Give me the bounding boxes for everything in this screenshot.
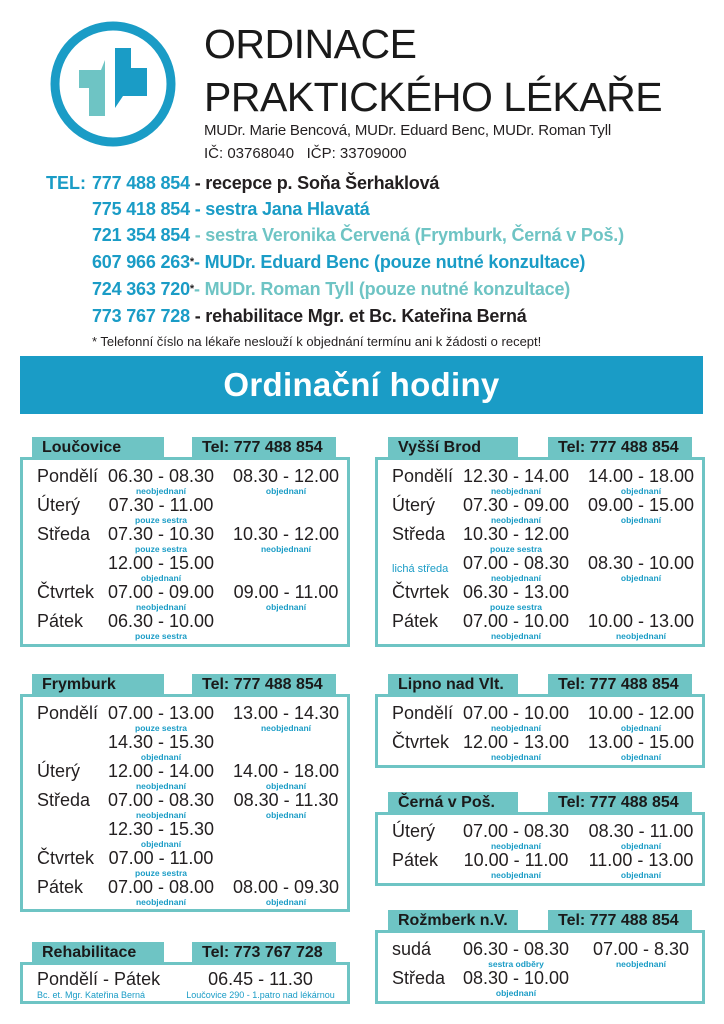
slot-note: neobjednaní (490, 515, 542, 525)
day-label: Čtvrtek (37, 582, 95, 602)
slot-note: pouze sestra (490, 602, 542, 612)
slot-note: pouze sestra (490, 544, 542, 554)
time-slot (581, 494, 701, 524)
time-range: 08.00 - 09.30 (232, 877, 340, 897)
medical-cross-circle-icon (49, 20, 177, 148)
opening-hours-banner (20, 356, 703, 414)
phone-row (92, 304, 527, 328)
location-phone-tab: Tel: 773 767 728 (192, 942, 336, 964)
phone-number[interactable]: 773 767 728 (92, 306, 190, 326)
location-name-tab: Rehabilitace (32, 942, 164, 964)
day-label: Středa (392, 524, 446, 544)
slot-note: neobjednaní (135, 602, 187, 612)
time-slot (101, 731, 221, 761)
slot-note: objednaní (620, 486, 662, 496)
time-range: 06.30 - 10.00 (107, 611, 215, 631)
time-slot (456, 702, 576, 732)
schedule-box-vyssi-brod (375, 457, 705, 647)
slot-note: objednaní (620, 515, 662, 525)
schedule-row (23, 465, 347, 495)
day-label: Pondělí (37, 466, 99, 486)
day-label: Pátek (392, 850, 439, 870)
slot-note: pouze sestra (135, 631, 187, 641)
time-slot (101, 847, 221, 877)
slot-note: neobjednaní (490, 573, 542, 583)
slot-note: neobjednaní (135, 781, 187, 791)
time-range: 12.30 - 15.30 (107, 819, 215, 839)
slot-note: objednaní (265, 602, 307, 612)
time-range: 09.00 - 15.00 (587, 495, 695, 515)
day-label: Pátek (37, 877, 84, 897)
schedule-box-rehabilitace (20, 962, 350, 1004)
slot-note: objednaní (620, 573, 662, 583)
phone-row (92, 171, 439, 195)
time-slot (101, 581, 221, 611)
time-range: 07.00 - 08.00 (107, 877, 215, 897)
location-phone-tab: Tel: 777 488 854 (192, 437, 336, 459)
location-phone-tab: Tel: 777 488 854 (548, 910, 692, 932)
time-range: 07.00 - 10.00 (462, 703, 570, 723)
schedule-row (378, 967, 702, 997)
time-range: 11.00 - 13.00 (588, 850, 694, 870)
time-slot (456, 967, 576, 997)
phone-row (92, 223, 624, 247)
time-range: 07.00 - 10.00 (462, 611, 570, 631)
schedule-row (23, 847, 347, 877)
location-phone-tab: Tel: 777 488 854 (548, 792, 692, 814)
schedule-row (23, 494, 347, 524)
schedule-row (23, 610, 347, 640)
phone-number[interactable]: 775 418 854 (92, 199, 190, 219)
day-label: Čtvrtek (37, 848, 95, 868)
location-name-tab: Frymburk (32, 674, 164, 696)
schedule-row (23, 789, 347, 819)
time-range: 08.30 - 10.00 (462, 968, 570, 988)
day-label: lichá středa (392, 563, 449, 575)
schedule-row (378, 610, 702, 640)
slot-note: objednaní (140, 752, 182, 762)
location-phone-tab: Tel: 777 488 854 (548, 674, 692, 696)
time-range: 13.00 - 15.00 (587, 732, 695, 752)
time-slot (226, 523, 346, 553)
schedule-row (378, 465, 702, 495)
phone-description: - sestra Veronika Červená (Frymburk, Černá v Poš.) (189, 225, 624, 245)
phone-description: - recepce p. Soňa Šerhaklová (189, 173, 440, 193)
schedule-row (23, 760, 347, 790)
schedule-row (378, 552, 702, 582)
time-range: 08.30 - 10.00 (587, 553, 695, 573)
time-range: 07.00 - 08.30 (462, 821, 570, 841)
footnote-star: * (189, 283, 194, 295)
time-slot (456, 849, 576, 879)
time-slot (101, 702, 221, 732)
rehab-time: 06.45 - 11.30 (208, 969, 313, 989)
rehab-days: Pondělí - Pátek (37, 969, 161, 989)
time-range: 07.30 - 09.00 (462, 495, 570, 515)
time-slot (581, 610, 701, 640)
slot-note: objednaní (265, 781, 307, 791)
day-label: Pondělí (37, 703, 99, 723)
company-ids: IČ: 03768040 IČP: 33709000 (204, 145, 407, 162)
schedule-row (378, 581, 702, 611)
slot-note: objednaní (265, 486, 307, 496)
slot-note: neobjednaní (615, 631, 667, 641)
day-label: Pátek (37, 611, 84, 631)
footnote: * Telefonní číslo na lékaře neslouží k objednání termínu ani k žádosti o recept! (92, 334, 542, 349)
time-range: 12.00 - 13.00 (462, 732, 570, 752)
time-slot (456, 938, 576, 968)
schedule-box-lipno (375, 694, 705, 768)
day-label: sudá (392, 939, 432, 959)
time-range: 14.00 - 18.00 (587, 466, 695, 486)
schedule-row (23, 702, 347, 732)
schedule-row (23, 552, 347, 582)
doctors-list: MUDr. Marie Bencová, MUDr. Eduard Benc, MUDr. Roman Tyll (204, 122, 611, 139)
day-label: Pondělí (392, 703, 454, 723)
schedule-row (378, 494, 702, 524)
rehab-address: Loučovice 290 - 1.patro nad lékárnou (186, 990, 335, 1000)
time-slot (101, 465, 221, 495)
slot-note: neobjednaní (135, 897, 187, 907)
slot-note: pouze sestra (135, 868, 187, 878)
footnote-star: * (189, 256, 194, 268)
slot-note: pouze sestra (135, 723, 187, 733)
time-slot (101, 610, 221, 640)
phone-description: - sestra Jana Hlavatá (189, 199, 370, 219)
time-slot (581, 552, 701, 582)
day-label: Středa (37, 790, 91, 810)
schedule-row (23, 876, 347, 906)
time-range: 08.30 - 11.00 (588, 821, 694, 841)
schedule-row (378, 702, 702, 732)
time-slot (101, 818, 221, 848)
slot-note: pouze sestra (135, 515, 187, 525)
time-range: 08.30 - 12.00 (232, 466, 340, 486)
time-slot (456, 820, 576, 850)
time-range: 12.00 - 14.00 (107, 761, 215, 781)
time-range: 13.00 - 14.30 (232, 703, 340, 723)
slot-note: neobjednaní (135, 486, 187, 496)
time-range: 06.30 - 08.30 (107, 466, 215, 486)
time-range: 06.30 - 08.30 (462, 939, 570, 959)
slot-note: neobjednaní (615, 959, 667, 969)
time-range: 09.00 - 11.00 (233, 582, 339, 602)
schedule-box-rozmberk (375, 930, 705, 1004)
day-label: Úterý (392, 495, 436, 515)
slot-note: neobjednaní (260, 544, 312, 554)
day-label: Pondělí (392, 466, 454, 486)
time-slot (226, 702, 346, 732)
time-slot (226, 465, 346, 495)
time-range: 12.00 - 15.00 (107, 553, 215, 573)
time-range: 07.30 - 10.30 (107, 524, 215, 544)
clinic-title-line1: ORDINACE (204, 21, 417, 67)
schedule-row (378, 938, 702, 968)
tel-label: TEL: (46, 173, 86, 193)
schedule-row (378, 849, 702, 879)
schedule-row (378, 731, 702, 761)
time-slot (456, 731, 576, 761)
phone-description: - MUDr. Roman Tyll (pouze nutné konzultace) (194, 279, 571, 299)
day-label: Středa (37, 524, 91, 544)
time-slot (101, 494, 221, 524)
time-slot (581, 938, 701, 968)
time-range: 12.30 - 14.00 (462, 466, 570, 486)
time-slot (226, 760, 346, 790)
phone-number[interactable]: 607 966 263 (92, 252, 190, 272)
time-slot (581, 702, 701, 732)
time-slot (101, 523, 221, 553)
time-range: 07.00 - 13.00 (107, 703, 215, 723)
time-slot (456, 523, 576, 553)
time-range: 06.30 - 13.00 (462, 582, 570, 602)
phone-row (92, 197, 370, 221)
time-range: 07.30 - 11.00 (108, 495, 214, 515)
time-range: 08.30 - 11.30 (233, 790, 339, 810)
phone-description: - MUDr. Eduard Benc (pouze nutné konzultace) (194, 252, 586, 272)
time-slot (581, 465, 701, 495)
time-range: 07.00 - 09.00 (107, 582, 215, 602)
schedule-box-loucovice (20, 457, 350, 647)
slot-note: objednaní (620, 841, 662, 851)
time-slot (456, 494, 576, 524)
slot-note: objednaní (495, 988, 537, 998)
slot-note: objednaní (265, 897, 307, 907)
slot-note: objednaní (140, 839, 182, 849)
slot-note: neobjednaní (490, 723, 542, 733)
time-slot (581, 849, 701, 879)
slot-note: neobjednaní (490, 752, 542, 762)
schedule-row (23, 523, 347, 553)
time-slot (101, 552, 221, 582)
time-slot (581, 820, 701, 850)
day-label: Čtvrtek (392, 582, 450, 602)
schedule-row (378, 523, 702, 553)
schedule-row (23, 818, 347, 848)
day-label: Pátek (392, 611, 439, 631)
day-label: Úterý (37, 495, 81, 515)
time-slot (226, 789, 346, 819)
time-range: 10.30 - 12.00 (462, 524, 570, 544)
slot-note: objednaní (265, 810, 307, 820)
slot-note: neobjednaní (490, 631, 542, 641)
slot-note: objednaní (620, 723, 662, 733)
location-phone-tab: Tel: 777 488 854 (192, 674, 336, 696)
clinic-title-line2: PRAKTICKÉHO LÉKAŘE (204, 74, 663, 120)
location-name-tab: Rožmberk n.V. (388, 910, 518, 932)
time-slot (101, 789, 221, 819)
schedule-row (23, 731, 347, 761)
time-slot (101, 760, 221, 790)
phone-number[interactable]: 724 363 720 (92, 279, 190, 299)
time-range: 10.30 - 12.00 (232, 524, 340, 544)
slot-note: objednaní (140, 573, 182, 583)
phone-row (92, 250, 585, 274)
time-range: 10.00 - 12.00 (587, 703, 695, 723)
time-range: 07.00 - 11.00 (108, 848, 214, 868)
phone-number[interactable]: 777 488 854 (92, 173, 190, 193)
time-slot (226, 581, 346, 611)
time-range: 10.00 - 13.00 (587, 611, 695, 631)
time-slot (581, 731, 701, 761)
day-label: Úterý (392, 821, 436, 841)
location-phone-tab: Tel: 777 488 854 (548, 437, 692, 459)
slot-note: neobjednaní (490, 841, 542, 851)
slot-note: objednaní (620, 752, 662, 762)
location-name-tab: Vyšší Brod (388, 437, 518, 459)
slot-note: objednaní (620, 870, 662, 880)
banner-title: Ordinační hodiny (223, 366, 500, 403)
location-name-tab: Loučovice (32, 437, 164, 459)
time-range: 07.00 - 08.30 (107, 790, 215, 810)
location-name-tab: Lipno nad Vlt. (388, 674, 518, 696)
schedule-box-frymburk (20, 694, 350, 912)
slot-note: pouze sestra (135, 544, 187, 554)
time-slot (456, 552, 576, 582)
time-slot (456, 581, 576, 611)
schedule-row (378, 820, 702, 850)
time-range: 07.00 - 08.30 (462, 553, 570, 573)
time-range: 14.30 - 15.30 (107, 732, 215, 752)
time-slot (456, 610, 576, 640)
day-label: Čtvrtek (392, 732, 450, 752)
time-range: 07.00 - 8.30 (592, 939, 690, 959)
time-slot (101, 876, 221, 906)
schedule-row (23, 581, 347, 611)
rehab-person: Bc. et. Mgr. Kateřina Berná (37, 990, 146, 1000)
phone-description: - rehabilitace Mgr. et Bc. Kateřina Berná (189, 306, 527, 326)
day-label: Středa (392, 968, 446, 988)
schedule-box-cerna (375, 812, 705, 886)
slot-note: neobjednaní (260, 723, 312, 733)
location-name-tab: Černá v Poš. (388, 792, 518, 814)
time-range: 10.00 - 11.00 (463, 850, 569, 870)
slot-note: neobjednaní (135, 810, 187, 820)
time-range: 14.00 - 18.00 (232, 761, 340, 781)
slot-note: sestra odběry (488, 959, 544, 969)
phone-number[interactable]: 721 354 854 (92, 225, 190, 245)
slot-note: neobjednaní (490, 870, 542, 880)
time-slot (456, 465, 576, 495)
phone-row (92, 277, 570, 301)
slot-note: neobjednaní (490, 486, 542, 496)
day-label: Úterý (37, 761, 81, 781)
time-slot (226, 876, 346, 906)
